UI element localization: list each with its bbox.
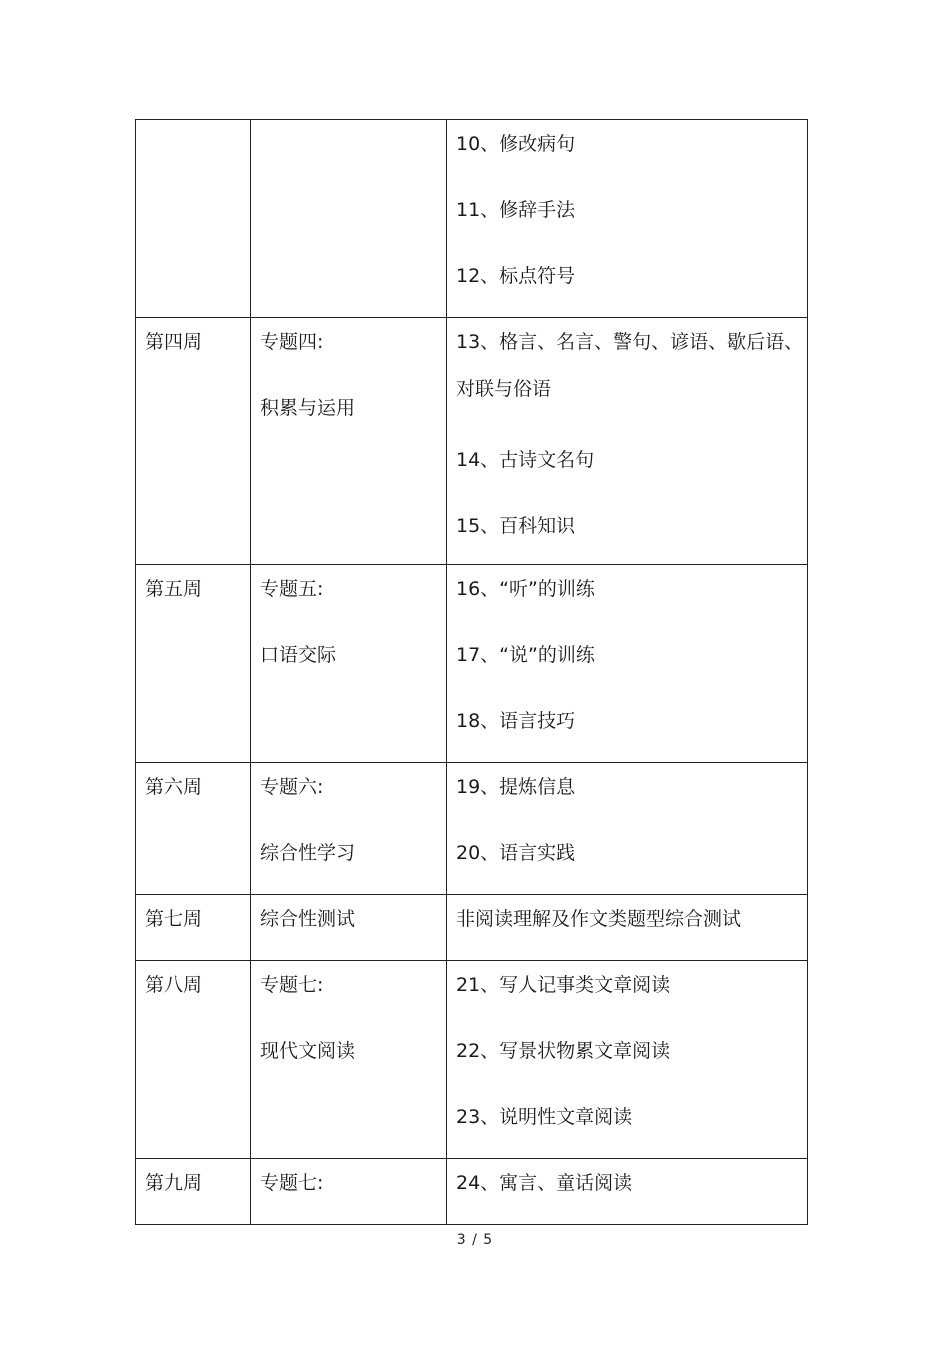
week-cell: 第五周 [136,565,251,763]
table-row [136,318,808,565]
list-item: 17、“说”的训练 [456,644,595,666]
content-cell [447,565,808,763]
list-item: 12、标点符号 [456,265,576,287]
table-row [136,1159,808,1225]
list-item: 11、修辞手法 [456,199,576,221]
table-row [136,120,808,318]
topic-cell: 专题四: 积累与运用 [251,318,447,565]
topic-cell: 专题七: [251,1159,447,1225]
content-cell [447,895,808,961]
table-row [136,961,808,1159]
content-cell [447,763,808,895]
list-item: 15、百科知识 [456,515,576,537]
week-cell: 第四周 [136,318,251,565]
page-number: 3 / 5 [456,1232,494,1248]
week-cell: 第七周 [136,895,251,961]
topic-cell: 综合性测试 [251,895,447,961]
week-cell [136,120,251,318]
list-item: 22、写景状物累文章阅读 [456,1040,671,1062]
content-cell [447,120,808,318]
topic-cell [251,120,447,318]
table-row [136,895,808,961]
content-cell [447,1159,808,1225]
topic-cell: 专题五: 口语交际 [251,565,447,763]
topic-cell: 专题七: 现代文阅读 [251,961,447,1159]
topic-cell: 专题六: 综合性学习 [251,763,447,895]
list-item: 非阅读理解及作文类题型综合测试 [456,908,742,930]
list-item: 16、“听”的训练 [456,578,595,600]
content-cell [447,318,808,565]
list-item: 21、写人记事类文章阅读 [456,974,671,996]
content-cell [447,961,808,1159]
week-cell: 第八周 [136,961,251,1159]
list-item: 18、语言技巧 [456,710,576,732]
week-cell: 第六周 [136,763,251,895]
list-item: 14、古诗文名句 [456,449,595,471]
list-item: 24、寓言、童话阅读 [456,1172,633,1194]
table-row [136,763,808,895]
list-item: 13、格言、名言、警句、谚语、歇后语、对联与俗语 [456,331,804,400]
week-cell: 第九周 [136,1159,251,1225]
list-item: 10、修改病句 [456,133,576,155]
table-row [136,565,808,763]
list-item: 19、提炼信息 [456,776,576,798]
list-item: 20、语言实践 [456,842,576,864]
list-item: 23、说明性文章阅读 [456,1106,633,1128]
schedule-table [135,119,808,1225]
